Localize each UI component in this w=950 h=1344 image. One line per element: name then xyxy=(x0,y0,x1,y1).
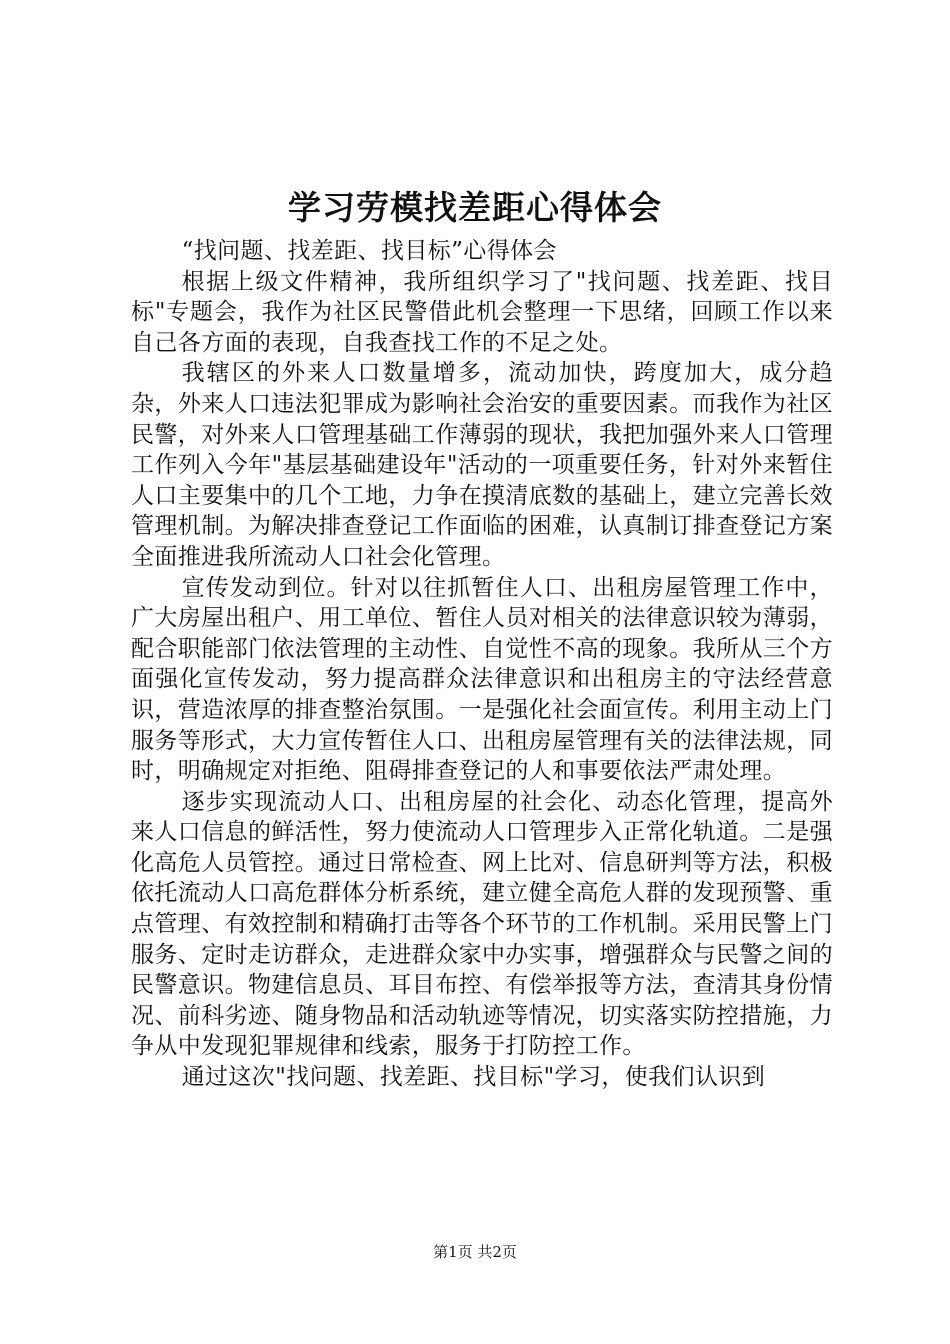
paragraph-intro: 根据上级文件精神，我所组织学习了"找问题、找差距、找目标"专题会，我作为社区民警借此机会整理一下思绪，回顾工作以来自己各方面的表现，自我查找工作的不足之处。 xyxy=(131,268,833,356)
page-number-footer: 第1页 共2页 xyxy=(433,1243,517,1261)
paragraph-jurisdiction: 我辖区的外来人口数量增多，流动加快，跨度加大，成分趋杂，外来人口违法犯罪成为影响社会治安的重要因素。而我作为社区民警，对外来人口管理基础工作薄弱的现状，我把加强外来人口管理工作列入今年"基层基础建设年"活动的一项重要任务，针对外来暂住人口主要集中的几个工地，力争在摸清底数的基础上，建立完善长效管理机制。为解决排查登记工作面临的困难，认真制订排查登记方案全面推进我所流动人口社会化管理。 xyxy=(131,360,833,570)
paragraph-conclusion: 通过这次"找问题、找差距、找目标"学习，使我们认识到 xyxy=(181,1064,766,1091)
paragraph-management: 逐步实现流动人口、出租房屋的社会化、动态化管理，提高外来人口信息的鲜活性，努力使流动人口管理步入正常化轨道。二是强化高危人员管控。通过日常检查、网上比对、信息研判等方法，积极依托流动人口高危群体分析系统，建立健全高危人群的发现预警、重点管理、有效控制和精确打击等各个环节的工作机制。采用民警上门服务、定时走访群众，走进群众家中办实事，增强群众与民警之间的民警意识。物建信息员、耳目布控、有偿举报等方法，查清其身份情况、前科劣迹、随身物品和活动轨迹等情况，切实落实防控措施，力争从中发现犯罪规律和线索，服务于打防控工作。 xyxy=(131,788,833,1060)
document-title: 学习劳模找差距心得体会 xyxy=(288,188,662,227)
paragraph-subtitle: “找问题、找差距、找目标”心得体会 xyxy=(181,238,557,264)
paragraph-publicity: 宣传发动到位。针对以往抓暂住人口、出租房屋管理工作中，广大房屋出租户、用工单位、暂住人员对相关的法律意识较为薄弱，配合职能部门依法管理的主动性、自觉性不高的现象。我所从三个方面强化宣传发动，努力提高群众法律意识和出租房主的守法经营意识，营造浓厚的排查整治氛围。一是强化社会面宣传。利用主动上门服务等形式，大力宣传暂住人口、出租房屋管理有关的法律法规，同时，明确规定对拒绝、阻碍排查登记的人和事要依法严肃处理。 xyxy=(131,574,833,785)
document-body xyxy=(131,236,833,1093)
